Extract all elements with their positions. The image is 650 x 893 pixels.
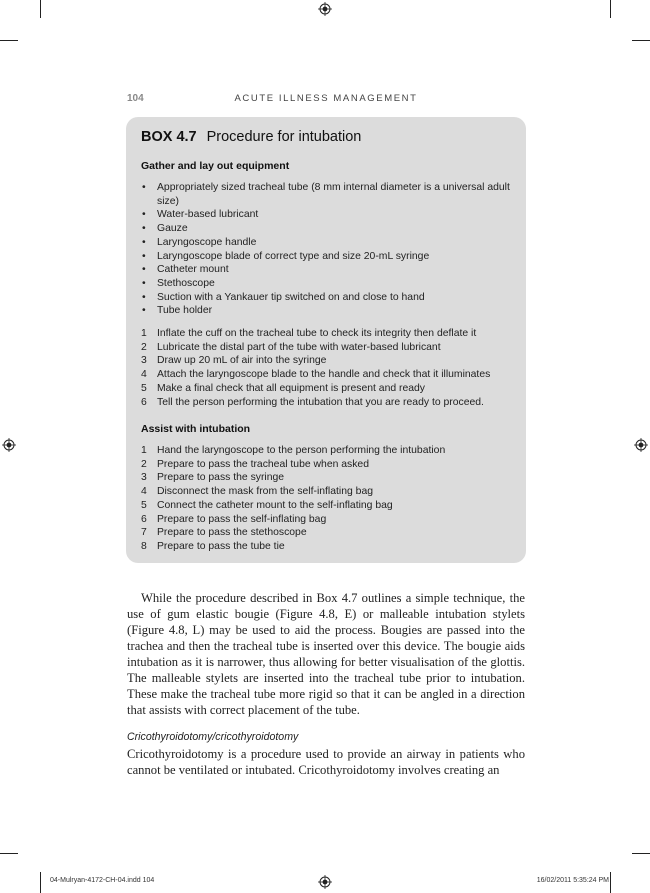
crop-mark xyxy=(610,0,611,18)
list-item: • Suction with a Yankauer tip switched on and close to hand xyxy=(141,291,513,305)
step-text: Prepare to pass the tracheal tube when asked xyxy=(157,458,369,470)
step-number: 3 xyxy=(141,355,147,367)
list-item: • Water-based lubricant xyxy=(141,208,513,222)
list-item xyxy=(141,499,521,513)
list-item: • Stethoscope xyxy=(141,277,513,291)
list-item xyxy=(141,368,521,382)
page-number: 104 xyxy=(127,93,144,104)
list-item xyxy=(141,471,521,485)
step-text: Prepare to pass the self-inflating bag xyxy=(157,513,327,525)
equipment-list xyxy=(141,181,513,318)
step-number: 4 xyxy=(141,369,147,381)
list-item: • Tube holder xyxy=(141,304,513,318)
crop-mark xyxy=(632,40,650,41)
step-number: 6 xyxy=(141,396,147,408)
running-header xyxy=(127,93,525,107)
step-number: 1 xyxy=(141,445,147,456)
box-title-text: Procedure for intubation xyxy=(206,129,362,145)
step-number: 5 xyxy=(141,382,147,394)
list-item xyxy=(141,327,521,341)
list-item xyxy=(141,354,521,368)
section-heading-assist: Assist with intubation xyxy=(141,423,251,435)
step-text: Attach the laryngoscope blade to the handle and check that it illuminates xyxy=(157,369,491,381)
list-item xyxy=(141,382,521,396)
box-label: BOX 4.7 xyxy=(141,129,197,145)
running-head: ACUTE ILLNESS MANAGEMENT xyxy=(234,93,418,104)
list-item xyxy=(141,444,521,458)
list-item xyxy=(141,540,521,554)
step-number: 3 xyxy=(141,472,147,484)
file-slug: 04-Mulryan-4172-CH-04.indd 104 xyxy=(50,877,155,884)
section-heading-equipment: Gather and lay out equipment xyxy=(141,160,290,172)
step-number: 8 xyxy=(141,540,147,552)
step-number: 4 xyxy=(141,486,147,498)
step-number: 6 xyxy=(141,513,147,525)
step-text: Prepare to pass the stethoscope xyxy=(157,527,307,539)
step-text: Tell the person performing the intubation that you are ready to proceed. xyxy=(157,396,484,408)
list-item: • Laryngoscope blade of correct type and size 20-mL syringe xyxy=(141,250,513,264)
step-number: 2 xyxy=(141,458,147,470)
registration-mark-icon xyxy=(318,875,332,889)
list-item xyxy=(141,396,521,410)
step-text: Inflate the cuff on the tracheal tube to check its integrity then deflate it xyxy=(157,328,477,339)
list-item xyxy=(141,341,521,355)
body-paragraph: While the procedure described in Box 4.7 outlines a simple technique, the use of gum elastic bougie (Figure 4.8, E) or malleable intubation stylets (Figure 4.8, L) may be used to aid the process. Bougies are passed into the trachea and then the tracheal tube is inserted over this device. The bougie aids intubation as it is narrower, thus allowing for better visualisation of the glottis. The malleable stylets are inserted into the tracheal tube prior to intubation. These make the tracheal tube more rigid so that it can be angled in a direction that assists with correct placement of the tube. xyxy=(127,591,525,717)
preparation-steps xyxy=(141,327,521,409)
step-text: Prepare to pass the tube tie xyxy=(157,540,285,552)
step-text: Draw up 20 mL of air into the syringe xyxy=(157,355,327,367)
step-text: Make a final check that all equipment is present and ready xyxy=(157,382,426,394)
step-number: 5 xyxy=(141,499,147,511)
timestamp-slug: 16/02/2011 5:35:24 PM xyxy=(536,877,609,884)
list-item: • Laryngoscope handle xyxy=(141,236,513,250)
crop-mark xyxy=(632,853,650,854)
registration-mark-icon xyxy=(634,438,648,452)
crop-mark xyxy=(40,0,41,18)
list-item: • Gauze xyxy=(141,222,513,236)
list-item: • Catheter mount xyxy=(141,263,513,277)
subsection-heading: Cricothyroidotomy/cricothyroidotomy xyxy=(127,731,299,743)
crop-mark xyxy=(610,872,611,893)
step-text: Lubricate the distal part of the tube with water-based lubricant xyxy=(157,341,441,353)
assist-steps xyxy=(141,444,521,554)
registration-mark-icon xyxy=(2,438,16,452)
list-item xyxy=(141,485,521,499)
procedure-box xyxy=(126,117,526,563)
list-item xyxy=(141,513,521,527)
step-number: 2 xyxy=(141,341,147,353)
list-item xyxy=(141,458,521,472)
registration-mark-icon xyxy=(318,2,332,16)
list-item: • Appropriately sized tracheal tube (8 mm internal diameter is a universal adult size) xyxy=(141,181,513,208)
crop-mark xyxy=(40,872,41,893)
step-text: Prepare to pass the syringe xyxy=(157,472,285,484)
crop-mark xyxy=(0,40,18,41)
step-text: Disconnect the mask from the self-inflating bag xyxy=(157,486,373,498)
step-text: Hand the laryngoscope to the person performing the intubation xyxy=(157,445,446,456)
box-title xyxy=(141,129,361,145)
body-paragraph: Cricothyroidotomy is a procedure used to provide an airway in patients who cannot be ventilated or intubated. Cricothyroidotomy involves creating an xyxy=(127,747,525,777)
list-item xyxy=(141,526,521,540)
crop-mark xyxy=(0,853,18,854)
step-number: 7 xyxy=(141,527,147,539)
step-number: 1 xyxy=(141,328,147,339)
step-text: Connect the catheter mount to the self-inflating bag xyxy=(157,499,393,511)
